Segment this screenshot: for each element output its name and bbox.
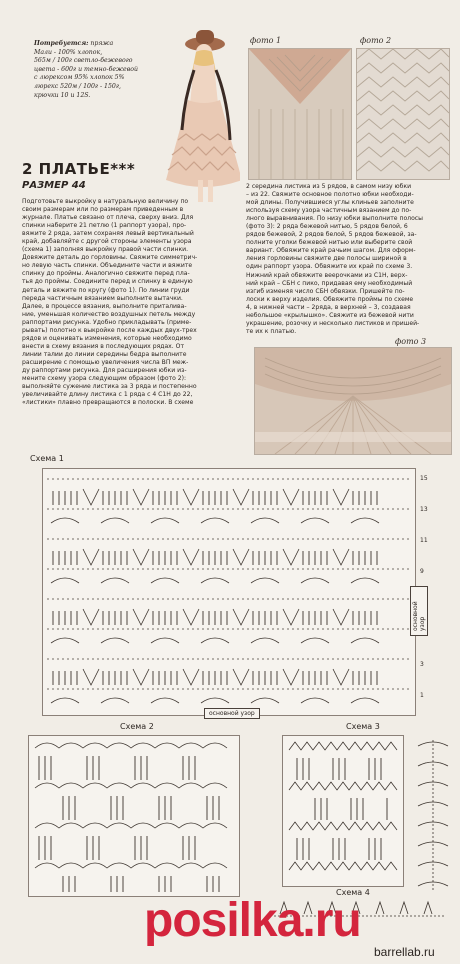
watermark-site: barrellab.ru bbox=[374, 945, 435, 959]
photo2-swatch bbox=[356, 48, 450, 180]
text-line: те их к платью. bbox=[246, 327, 297, 335]
photo1-label: фото 1 bbox=[250, 36, 282, 45]
text-line: линии талии до линии середины бедра выполните bbox=[22, 350, 187, 358]
row-number: 15 bbox=[420, 475, 428, 482]
instructions-right bbox=[246, 183, 454, 336]
pattern-title bbox=[22, 160, 135, 191]
text-line: мой длины. Получившиеся углы клиньев заполните bbox=[246, 199, 414, 207]
text-line: рядов и оценивать изменения, которые необходимо bbox=[22, 334, 192, 342]
text-line: Далее, в процессе вязания, выполните приталива- bbox=[22, 302, 187, 310]
scheme4-label: Схема 4 bbox=[336, 888, 370, 897]
materials-block bbox=[34, 40, 154, 100]
row-number: 9 bbox=[420, 568, 424, 575]
row-number: 3 bbox=[420, 661, 424, 668]
photo2-label: фото 2 bbox=[360, 36, 392, 45]
base-pattern-label: основной узор bbox=[204, 708, 260, 719]
text-line: украшение, розочку и несколько листиков и пришей- bbox=[246, 319, 420, 327]
scheme3-label: Схема 3 bbox=[346, 722, 380, 731]
base-pattern-label-vertical: основной узор bbox=[410, 586, 428, 636]
dress-name: 2 ПЛАТЬЕ*** bbox=[22, 160, 136, 178]
photo1-swatch bbox=[248, 48, 352, 180]
text-line: лного выравнивания. По низу юбки выполните полосы bbox=[246, 215, 423, 223]
dress-photo bbox=[150, 0, 240, 210]
text-line: вариант. Обвяжите край рачьим шагом. Для оформ- bbox=[246, 247, 416, 255]
text-line: тья до проймы. Соедините перед и спинку в единую bbox=[22, 278, 193, 286]
text-line: «листики» плавно превращаются в полоски. В схеме bbox=[22, 399, 194, 407]
text-line: мените схему узора следующим образом (фото 2): bbox=[22, 375, 187, 383]
text-line: своим размерам или по размерам приведенным в bbox=[22, 206, 184, 214]
text-line: выполняйте сужение листика за 3 ряда и постепенно bbox=[22, 383, 197, 391]
text-line: внести в схему вязания в последующих рядах. От bbox=[22, 342, 185, 350]
photo3-swatch bbox=[254, 347, 452, 455]
text-line: деталь и вяжите по кругу (фото 1). По линии груди bbox=[22, 286, 190, 294]
row-number: 13 bbox=[420, 506, 428, 513]
text-line: ние, уменьшая количество воздушных петель между bbox=[22, 310, 196, 318]
text-line: но левую часть спинки. Объедините части и вяжите bbox=[22, 262, 193, 270]
instructions-left bbox=[22, 198, 240, 407]
row-number: 11 bbox=[420, 537, 428, 544]
scheme2-chart bbox=[28, 735, 240, 897]
edging-pattern bbox=[414, 736, 452, 896]
text-line: расширение с помощью увеличения числа ВП меж- bbox=[22, 358, 189, 366]
text-line: увеличивайте длину листика с 1 ряда с 4 С1Н до 22, bbox=[22, 391, 193, 399]
text-line: один раппорт узора. Обвяжите их край по схеме 3. bbox=[246, 263, 413, 271]
text-line: Подготовьте выкройку в натуральную величину по bbox=[22, 198, 189, 205]
text-line: полните уголки бежевой нитью или выберите свой bbox=[246, 239, 413, 247]
text-line: 4, в нижней части – 2ряда, в верхней – 3, создавая bbox=[246, 303, 411, 311]
materials-line: 565м / 100г светло-бежевого bbox=[34, 57, 133, 65]
photo3-label: фото 3 bbox=[395, 337, 427, 346]
scheme3-chart bbox=[282, 735, 404, 887]
materials-line: люрекс 520м / 100г - 150г, bbox=[34, 82, 121, 90]
scheme2-label: Схема 2 bbox=[120, 722, 154, 731]
text-line: Довяжите деталь до горловины. Свяжите симметрич- bbox=[22, 254, 198, 262]
text-line: лоски к верху изделия. Обвяжите проймы по схеме bbox=[246, 295, 414, 303]
scheme1-label: Схема 1 bbox=[30, 454, 64, 463]
text-line: 2 середина листика из 5 рядов, в самом низу юбки bbox=[246, 183, 412, 190]
dress-size: РАЗМЕР 44 bbox=[22, 180, 86, 191]
materials-line: с люрексом 95% хлопок 5% bbox=[34, 74, 125, 82]
text-line: спинку до проймы. Аналогично свяжите перед пла- bbox=[22, 270, 190, 278]
text-line: вяжите 2 ряда, затем сохраняя левый вертикальный bbox=[22, 230, 194, 238]
watermark-logo: posilka.ru bbox=[144, 894, 361, 947]
row-number: 1 bbox=[420, 692, 424, 699]
materials-line: цвета - 600г и темно-бежевой bbox=[34, 65, 139, 73]
text-line: край, добавляйте с другой стороны элементы узора bbox=[22, 238, 192, 246]
text-line: рядов бежевой, 2 рядов белой, 5 рядов бежевой, за- bbox=[246, 231, 417, 239]
materials-line: пряжа bbox=[90, 40, 114, 47]
materials-line: Мали - 100% хлопок, bbox=[34, 48, 103, 56]
text-line: спинки наберите 21 петлю (1 раппорт узора), про- bbox=[22, 222, 187, 230]
text-line: ду раппортами рисунка. Для расширения юбки из- bbox=[22, 366, 187, 374]
text-line: Нижний край обвяжите веерочками из С1Н, верх- bbox=[246, 271, 408, 279]
materials-heading: Потребуется: bbox=[34, 40, 89, 47]
text-line: ний край – СБН с пико, придавая ему необходимый bbox=[246, 279, 413, 287]
text-line: раппортами рисунка. Удобно прикладывать (приме- bbox=[22, 318, 192, 326]
text-line: переда частичным вязанием выполните вытачки. bbox=[22, 294, 183, 302]
text-line: небольшое «крылышко». Свяжите из бежевой нити bbox=[246, 311, 414, 319]
text-line: (схема 1) заполняя выкройку правой части спинки. bbox=[22, 246, 189, 254]
text-line: (фото 3): 2 ряда бежевой нитью, 5 рядов белой, 6 bbox=[246, 223, 408, 231]
text-line: – из 22. Свяжите основное полотно юбки необходи- bbox=[246, 191, 414, 199]
text-line: изгиб изменяя число СБН обвязки. Пришейте по- bbox=[246, 287, 405, 295]
text-line: рывать) полотно к выкройке после каждых двух-трех bbox=[22, 326, 197, 334]
materials-line: крючки 10 и 12S. bbox=[34, 91, 91, 99]
text-line: ления горловины свяжите две полосы шириной в bbox=[246, 255, 407, 263]
text-line: используя схему узора частичным вязанием до по- bbox=[246, 207, 412, 215]
scheme1-chart bbox=[42, 468, 416, 716]
text-line: журнале. Платье связано от плеча, сверху вниз. Для bbox=[22, 214, 194, 222]
